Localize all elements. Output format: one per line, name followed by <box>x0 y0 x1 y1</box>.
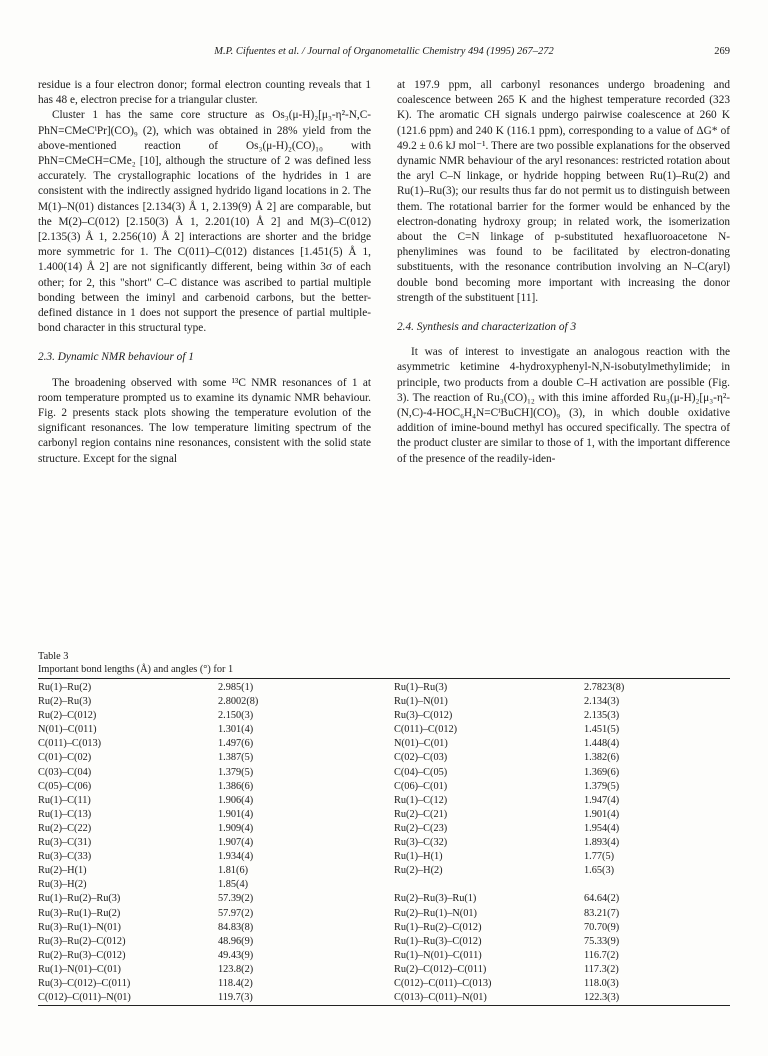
bond-value: 1.893(4) <box>584 837 620 849</box>
table-row <box>38 921 730 935</box>
bond-value: 1.382(6) <box>584 752 620 764</box>
bond-label: Ru(2)–H(2) <box>394 865 443 877</box>
bond-value: 118.0(3) <box>584 977 619 989</box>
bond-value: 1.65(3) <box>584 865 615 877</box>
bond-label: Ru(3)–Ru(1)–Ru(2) <box>38 907 121 919</box>
bond-value: 49.43(9) <box>218 949 254 961</box>
bond-value: 1.387(5) <box>218 752 254 764</box>
bond-label: Ru(3)–C(012)–C(011) <box>38 977 131 989</box>
bond-value: 1.81(6) <box>218 865 249 877</box>
bond-label: Ru(3)–Ru(1)–N(01) <box>38 921 121 933</box>
bond-label: Ru(2)–C(012) <box>38 710 97 722</box>
bond-value: 1.301(4) <box>218 724 254 736</box>
bond-value: 1.379(5) <box>584 780 620 792</box>
section-heading: 2.3. Dynamic NMR behaviour of 1 <box>38 351 194 364</box>
paragraph: The broadening observed with some ¹³C NMR resonances of 1 at room temperature prompted us to examine its dynamic NMR behaviour. Fig. 2 presents stack plots showing the temperature evolution of the significant resonances. The low temperature limiting spectrum of the carbonyl region contains nine resonances, consistent with the solid state structure. Except for the signal <box>38 376 371 465</box>
bond-label: Ru(3)–C(012) <box>394 710 453 722</box>
table-row <box>38 751 730 765</box>
bond-value: 123.8(2) <box>218 963 254 975</box>
table-row <box>38 737 730 751</box>
bond-value: 84.83(8) <box>218 921 254 933</box>
table-row <box>38 695 730 709</box>
bond-value: 1.497(6) <box>218 738 254 750</box>
running-head: M.P. Cifuentes et al. / Journal of Organometallic Chemistry 494 (1995) 267–272 <box>214 46 554 57</box>
table-row <box>38 709 730 723</box>
bond-label: Ru(2)–C(23) <box>394 822 448 834</box>
table-title: Table 3 <box>38 651 69 662</box>
bond-value: 1.85(4) <box>218 879 249 891</box>
bond-label: C(05)–C(06) <box>38 780 92 792</box>
bond-label: Ru(1)–N(01)–C(011) <box>394 949 482 961</box>
table-row <box>38 780 730 794</box>
paragraph: It was of interest to investigate an analogous reaction with the asymmetric ketimine 4-hydroxyphenyl-N,N-isobutylmethylimide; in principle, two products from a double C–H activation are possible (Fig. 3). The reaction of Ru₃(CO)₁₂ with this imine afforded Ru₃(μ-H)₂[μ₃-η²-(N,C)-4-HOC₆H₄N=CⁱBuCH](CO)₉ (3), in which double oxidative addition of imine-bound methyl has occured specifically. The spectra of the product cluster are similar to those of 1, with the important difference of the presence of the readily-iden- <box>397 346 730 465</box>
table-row <box>38 892 730 906</box>
table-row <box>38 907 730 921</box>
page-header <box>38 46 730 62</box>
table-row <box>38 878 730 892</box>
left-column <box>38 78 371 467</box>
bond-value: 2.985(1) <box>218 682 254 693</box>
bond-value: 1.906(4) <box>218 794 254 806</box>
bond-value: 1.379(5) <box>218 766 254 778</box>
bond-value: 1.451(5) <box>584 724 620 736</box>
bond-label: Ru(2)–C(21) <box>394 808 448 820</box>
bond-label: N(01)–C(011) <box>38 724 97 736</box>
table-caption: Important bond lengths (Å) and angles (°) for 1 <box>38 664 234 675</box>
bond-label: Ru(3)–C(32) <box>394 837 448 849</box>
table-row <box>38 864 730 878</box>
bond-label: C(012)–C(011)–C(013) <box>394 977 492 989</box>
table-row <box>38 935 730 949</box>
bond-value: 1.934(4) <box>218 851 254 863</box>
bond-label: Ru(1)–H(1) <box>394 851 443 863</box>
table-row <box>38 991 730 1006</box>
table-row <box>38 822 730 836</box>
bond-value: 2.7823(8) <box>584 682 625 693</box>
bond-label: Ru(2)–Ru(3)–C(012) <box>38 949 126 961</box>
table-row <box>38 766 730 780</box>
table-row <box>38 963 730 977</box>
bond-value: 117.3(2) <box>584 963 619 975</box>
bond-value: 118.4(2) <box>218 977 253 989</box>
bond-value: 2.134(3) <box>584 696 620 708</box>
bond-label: C(01)–C(02) <box>38 752 92 764</box>
table-row <box>38 850 730 864</box>
bond-label: Ru(2)–Ru(3) <box>38 696 92 708</box>
table-row <box>38 808 730 822</box>
paragraph: Cluster 1 has the same core structure as Os₃(μ-H)₂[μ₃-η²-N,C-PhN=CMeCⁱPr](CO)₉ (2), which was obtained in 28% yield from the above-mentioned reaction of Os₃(μ-H)₂(CO)₁₀ with PhN=CMeCH=CMe₂ [10], although the structure of 2 was defined less accurately. The crystallographic locations of the hydrides in 1 are consistent with the indirectly assigned hydrido ligand locations in 2. The M(1)–N(01) distances [2.134(3) Å 1, 2.139(9) Å 2] are comparable, but the M(2)–C(012) [2.150(3) Å 1, 2.201(10) Å 2] and M(3)–C(012) [2.135(3) Å 1, 2.256(10) Å 2] interactions are shorter and the bridge more symmetric for 1. The C(011)–C(012) distances [1.451(5) Å 1, 1.400(14) Å 2] are not significantly different, being within 3σ of each other; for 2, this "short" C–C distance was ascribed to partial multiple bonding between the iminyl and carbenoid carbons, but the better-defined distance in 1 does not support the presence of partial multiple-bond character in this structural type. <box>38 109 371 335</box>
bond-label: Ru(1)–Ru(2) <box>38 682 92 693</box>
bond-value: 122.3(3) <box>584 992 620 1004</box>
bond-value: 1.369(6) <box>584 766 620 778</box>
bond-value: 70.70(9) <box>584 921 620 933</box>
bond-value: 1.901(4) <box>584 808 620 820</box>
paragraph: at 197.9 ppm, all carbonyl resonances undergo broadening and coalescence between 265 K and the highest temperature recorded (323 K). The aromatic CH signals undergo pairwise coalescence at 260 K (121.6 ppm) and 240 K (116.1 ppm), corresponding to a value of ΔG* of 49.2 ± 0.6 kJ mol⁻¹. There are two possible explanations for the observed dynamic NMR behaviour of the aryl resonances: restricted rotation about the aryl C–N linkage, or hydride hopping between Ru(1)–Ru(2) and Ru(1)–Ru(3); our results thus far do not permit us to distinguish between them. The rotational barrier for the former would be enhanced by the electron-donating hydroxy group; in related work, the isomerization about the C=N linkage of p-substituted hexafluoroacetone N-phenylimines was found to be facilitated by electron-donating substituents, with the resonance contribution involving an N–C(aryl) double bond becoming more important with increasing the donor strength of the substituent [11]. <box>397 79 730 304</box>
bond-label: Ru(1)–Ru(2)–Ru(3) <box>38 893 121 905</box>
bond-label: Ru(1)–Ru(3)–C(012) <box>394 935 482 947</box>
bond-label: N(01)–C(01) <box>394 738 448 750</box>
bond-value: 1.907(4) <box>218 837 254 849</box>
bond-label: C(06)–C(01) <box>394 780 448 792</box>
bond-label: Ru(2)–H(1) <box>38 865 87 877</box>
bond-value: 48.96(9) <box>218 935 254 947</box>
bond-label: Ru(3)–H(2) <box>38 879 87 891</box>
bond-value: 1.386(6) <box>218 780 254 792</box>
bond-value: 1.954(4) <box>584 822 620 834</box>
bond-value <box>584 878 730 892</box>
bond-label: C(04)–C(05) <box>394 766 448 778</box>
bond-label: Ru(2)–C(012)–C(011) <box>394 963 487 975</box>
bond-value: 1.77(5) <box>584 851 615 863</box>
bond-label: C(03)–C(04) <box>38 766 92 778</box>
right-column <box>397 78 730 467</box>
paragraph: residue is a four electron donor; formal electron counting reveals that 1 has 48 e, electron precise for a triangular cluster. <box>38 79 371 107</box>
bond-label: Ru(3)–Ru(2)–C(012) <box>38 935 126 947</box>
bond-table <box>38 650 730 1006</box>
bond-label: C(011)–C(012) <box>394 724 458 736</box>
page-number: 269 <box>714 46 730 57</box>
bond-value: 1.947(4) <box>584 794 620 806</box>
bond-label: Ru(1)–C(13) <box>38 808 92 820</box>
bond-label <box>394 878 584 892</box>
bond-label: Ru(1)–C(12) <box>394 794 448 806</box>
table-row <box>38 723 730 737</box>
bond-label: Ru(2)–Ru(1)–N(01) <box>394 907 477 919</box>
table-row <box>38 977 730 991</box>
bond-label: Ru(1)–N(01)–C(01) <box>38 963 121 975</box>
bond-label: Ru(2)–Ru(3)–Ru(1) <box>394 893 477 905</box>
table-body <box>38 679 730 1006</box>
bond-label: Ru(3)–C(31) <box>38 837 92 849</box>
bond-value: 116.7(2) <box>584 949 619 961</box>
bond-label: C(011)–C(013) <box>38 738 102 750</box>
table-grid <box>38 678 730 1006</box>
bond-label: C(02)–C(03) <box>394 752 448 764</box>
bond-label: Ru(1)–Ru(2)–C(012) <box>394 921 482 933</box>
bond-value: 1.448(4) <box>584 738 620 750</box>
bond-value: 2.8002(8) <box>218 696 259 708</box>
bond-label: Ru(1)–C(11) <box>38 794 91 806</box>
bond-label: Ru(3)–C(33) <box>38 851 92 863</box>
section-heading: 2.4. Synthesis and characterization of 3 <box>397 321 577 334</box>
bond-label: Ru(1)–N(01) <box>394 696 448 708</box>
bond-value: 1.901(4) <box>218 808 254 820</box>
table-row <box>38 679 730 696</box>
table-row <box>38 836 730 850</box>
bond-value: 75.33(9) <box>584 935 620 947</box>
table-row <box>38 794 730 808</box>
bond-value: 119.7(3) <box>218 992 253 1004</box>
bond-value: 64.64(2) <box>584 893 620 905</box>
bond-value: 2.135(3) <box>584 710 620 722</box>
bond-label: Ru(2)–C(22) <box>38 822 92 834</box>
bond-label: C(013)–C(011)–N(01) <box>394 992 487 1004</box>
bond-label: C(012)–C(011)–N(01) <box>38 992 131 1004</box>
bond-value: 83.21(7) <box>584 907 620 919</box>
table-row <box>38 949 730 963</box>
bond-value: 2.150(3) <box>218 710 254 722</box>
bond-value: 1.909(4) <box>218 822 254 834</box>
bond-value: 57.97(2) <box>218 907 254 919</box>
bond-value: 57.39(2) <box>218 893 254 905</box>
bond-label: Ru(1)–Ru(3) <box>394 682 448 693</box>
